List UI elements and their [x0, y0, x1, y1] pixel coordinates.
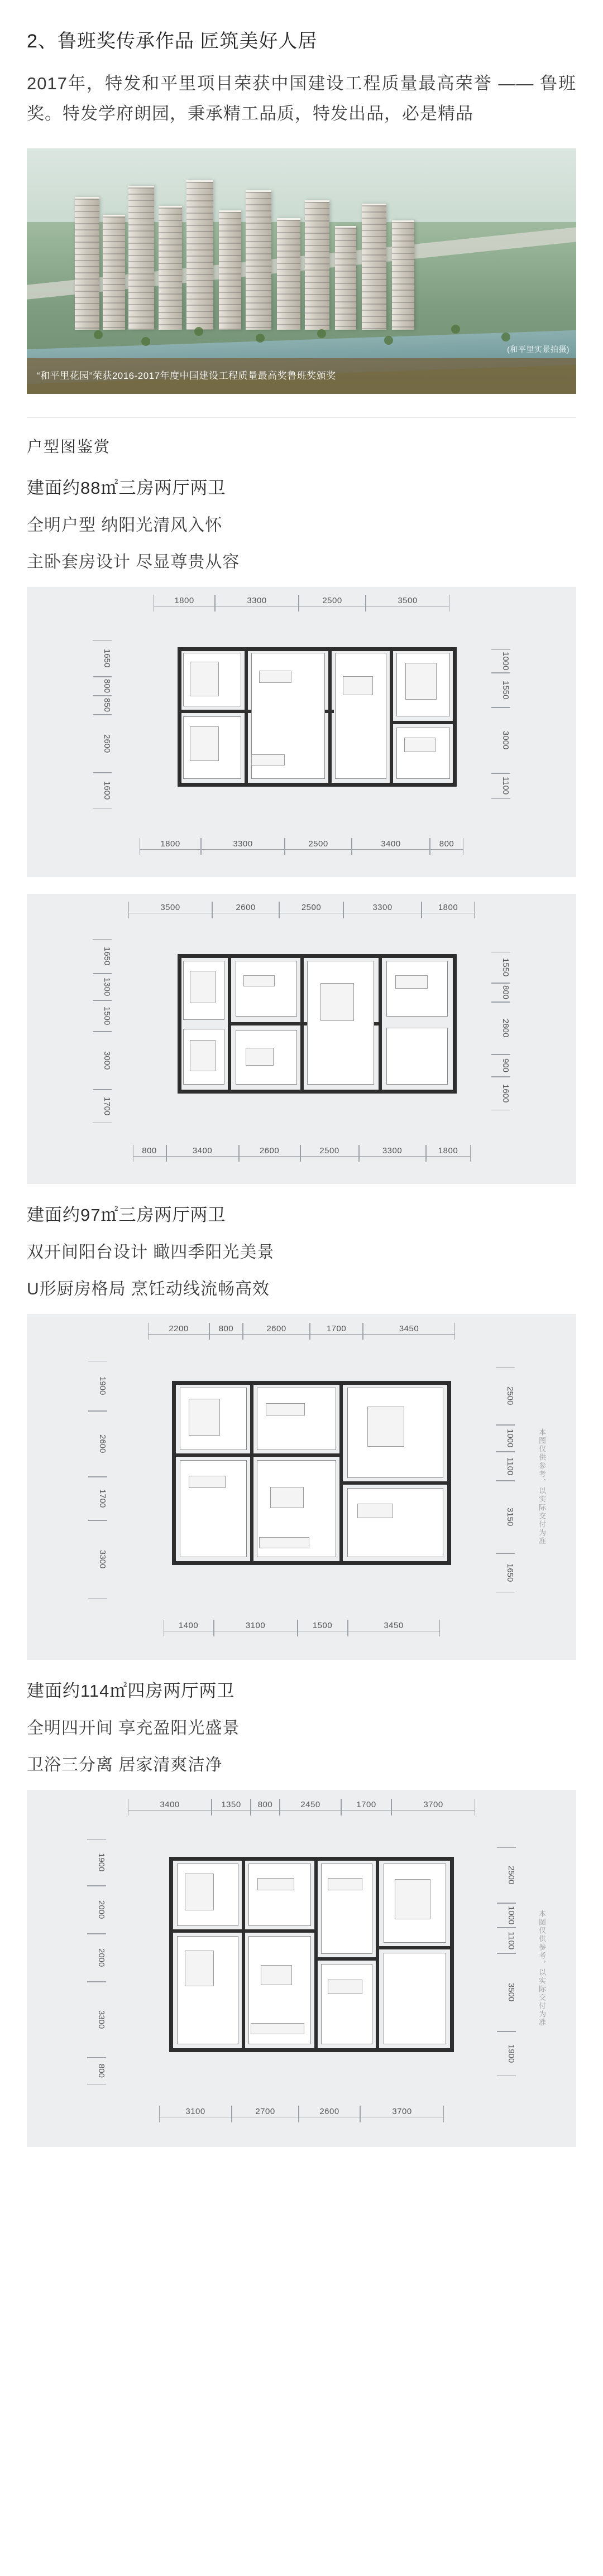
dimension-row-bottom [27, 1145, 576, 1162]
wall [169, 1857, 173, 2052]
dimension-value: 1900 [497, 2031, 516, 2076]
dimension-row-top [27, 1799, 576, 1816]
room-living [257, 1388, 336, 1450]
furniture-desk [189, 1476, 226, 1488]
dimension-row-bottom [27, 838, 576, 855]
room-bathroom [347, 1488, 443, 1557]
wall [178, 1090, 457, 1094]
dimension-value: 3000 [93, 1032, 112, 1090]
wall [343, 1481, 451, 1485]
wall [379, 1946, 451, 1949]
furniture-sofa [257, 1878, 294, 1890]
plan-feature-88-1: 全明户型 纳阳光清风入怀 [27, 516, 223, 535]
photo-tower [186, 180, 213, 330]
dimension-value: 3450 [348, 1620, 440, 1636]
dimension-row-bottom [27, 2106, 576, 2122]
wall [314, 1857, 318, 2052]
photo-tree [501, 333, 510, 341]
wall [376, 1857, 379, 2052]
dimension-value: 1650 [93, 640, 112, 677]
dimension-value: 1650 [93, 939, 112, 974]
wall [172, 1381, 451, 1385]
furniture-bed [367, 1407, 404, 1447]
plan-heading-88: 建面约88㎡三房两厅两卫 [27, 478, 226, 498]
photo-tower [103, 215, 125, 330]
furniture-bed [190, 726, 219, 761]
gallery-title: 户型图鉴赏 [27, 437, 111, 455]
dimension-value: 1350 [212, 1799, 251, 1816]
dimension-value: 1000 [497, 1903, 516, 1928]
dimension-value: 1500 [298, 1620, 348, 1636]
dimension-value: 800 [209, 1323, 243, 1340]
wall [173, 1929, 314, 1933]
furniture-bed [190, 662, 219, 696]
dimension-value: 800 [93, 677, 112, 696]
dimension-value: 3300 [201, 838, 285, 855]
dimension-value: 2600 [299, 2106, 360, 2122]
furniture-bed [185, 1951, 214, 1986]
dimension-value: 1000 [491, 649, 510, 673]
plan-feature-97-1: 双开间阳台设计 瞰四季阳光美景 [27, 1243, 275, 1261]
photo-tower [219, 210, 241, 330]
room-bedroom-master [307, 961, 374, 1085]
plan-watermark: 本图仅供参考，以实际交付为准 [538, 1428, 546, 1545]
dimension-value: 850 [93, 696, 112, 715]
dimension-value: 1700 [93, 1090, 112, 1123]
dimension-value: 3300 [359, 1145, 426, 1162]
dimension-value: 2800 [491, 1002, 510, 1055]
wall [318, 1957, 379, 1961]
photo-tree [141, 337, 150, 346]
wall [453, 954, 457, 1094]
dimension-value: 1100 [491, 773, 510, 799]
dimension-row-top [27, 595, 576, 612]
photo-tree [384, 336, 393, 345]
furniture-bed [190, 1040, 216, 1071]
wall [328, 647, 332, 787]
photo-tower [246, 190, 271, 330]
room-bathroom [386, 961, 448, 1017]
dimension-value: 3450 [363, 1323, 455, 1340]
dimension-value: 1800 [154, 595, 215, 612]
wall [245, 647, 248, 787]
wall [453, 647, 457, 787]
dimension-row-bottom [27, 1620, 576, 1636]
plan-feature-114-2: 卫浴三分离 居家清爽洁净 [27, 1755, 223, 1774]
dimension-value: 900 [491, 1055, 510, 1077]
furniture-kitchen-counter [251, 2023, 304, 2034]
room-study [180, 1460, 247, 1557]
furniture-bed [185, 1874, 214, 1910]
floorplan-drawing [161, 637, 485, 805]
dimension-value: 2500 [496, 1367, 515, 1425]
wall [172, 1561, 451, 1565]
photo-tower [159, 206, 182, 330]
wall [450, 1857, 454, 2052]
dimension-col-right [491, 622, 510, 827]
photo-tree [94, 330, 103, 339]
floorplan-drawing [152, 1846, 493, 2074]
dimension-value: 1800 [426, 1145, 471, 1162]
dimension-value: 3400 [128, 1799, 212, 1816]
wall [390, 721, 457, 724]
intro-paragraph: 2017年，特发和平里项目荣获中国建设工程质量最高荣誉 —— 鲁班奖。特发学府朗园，秉承精工品质，特发出品，必是精品 [27, 74, 576, 124]
dimension-value: 3300 [215, 595, 299, 612]
dimension-value: 2500 [285, 838, 352, 855]
photo-tower [335, 226, 356, 330]
photo-tree [317, 329, 326, 338]
dimension-value: 1700 [310, 1323, 363, 1340]
furniture-bed [189, 1399, 220, 1436]
plan-heading-97: 建面约97㎡三房两厅两卫 [27, 1205, 226, 1225]
furniture-kitchen-counter [251, 754, 285, 765]
dimension-value: 2500 [299, 595, 366, 612]
photo-tower [128, 186, 154, 330]
wall [169, 2048, 454, 2052]
dimension-value: 2500 [497, 1847, 516, 1903]
floorplan-drawing [161, 944, 485, 1111]
dimension-value: 3400 [166, 1145, 239, 1162]
dimension-row-top [27, 1323, 576, 1340]
dimension-value: 3100 [214, 1620, 298, 1636]
dimension-value: 3300 [87, 1982, 106, 2058]
plan-feature-114-1: 全明四开间 享充盈阳光盛景 [27, 1718, 240, 1737]
dimension-value: 2600 [212, 902, 279, 918]
plan-feature-97-2: U形厨房格局 烹饪动线流畅高效 [27, 1279, 270, 1298]
furniture-bed [405, 663, 437, 700]
dimension-col-left [88, 1353, 107, 1607]
room-balcony [386, 1028, 448, 1085]
dimension-value: 2000 [87, 1934, 106, 1982]
dimension-value: 3500 [128, 902, 212, 918]
dimension-value: 3700 [391, 1799, 475, 1816]
photo-tree [256, 334, 265, 343]
wall [250, 1381, 253, 1565]
wall [178, 783, 457, 787]
dimension-value: 1600 [93, 773, 112, 808]
dimension-row-top [27, 902, 576, 918]
furniture-bathtub [404, 738, 436, 752]
wall [178, 954, 181, 1094]
dimension-value: 1700 [341, 1799, 391, 1816]
dimension-value: 2000 [87, 1886, 106, 1934]
furniture-table [270, 1487, 304, 1508]
dimension-value: 1650 [496, 1553, 515, 1592]
plan-watermark: 本图仅供参考，以实际交付为准 [538, 1909, 546, 2027]
dimension-value: 800 [491, 983, 510, 1002]
furniture-bathtub [328, 1980, 362, 1994]
furniture-sofa [243, 975, 275, 986]
dimension-value: 3400 [352, 838, 430, 855]
wall [178, 647, 181, 787]
wall [339, 1381, 343, 1565]
dimension-value: 1600 [491, 1077, 510, 1110]
room-bathroom [396, 728, 450, 779]
dimension-value: 2600 [243, 1323, 310, 1340]
dimension-value: 1100 [497, 1928, 516, 1953]
floorplan-card-88-b[interactable] [27, 894, 576, 1184]
plan-heading-114: 建面约114㎡四房两厅两卫 [27, 1681, 235, 1701]
dimension-value: 1400 [164, 1620, 214, 1636]
dimension-col-right [497, 1830, 516, 2094]
dimension-value: 1300 [93, 974, 112, 1000]
room-living [248, 1864, 311, 1926]
hero-credit: (和平里实景拍摄) [507, 344, 570, 354]
dimension-col-right [496, 1353, 515, 1607]
dimension-value: 2500 [300, 1145, 359, 1162]
photo-tower [392, 220, 414, 330]
room-balcony [384, 1953, 446, 2044]
room-bathroom [321, 1964, 372, 2044]
furniture-table [261, 1965, 292, 1985]
floorplan-card-97[interactable] [27, 1314, 576, 1660]
dimension-value: 1550 [491, 673, 510, 707]
dimension-value: 3500 [497, 1953, 516, 2031]
wall [447, 1381, 451, 1565]
dimension-value: 3300 [343, 902, 422, 918]
floorplan-card-114[interactable] [27, 1790, 576, 2147]
dimension-value: 1800 [140, 838, 201, 855]
dimension-value: 3700 [360, 2106, 444, 2122]
dimension-value: 1900 [87, 1839, 106, 1886]
dimension-value: 3150 [496, 1481, 515, 1553]
photo-tree [194, 327, 203, 336]
floorplan-card-88[interactable] [27, 587, 576, 877]
furniture-bed [190, 971, 216, 1003]
wall [169, 1857, 454, 1861]
dimension-value: 1900 [88, 1361, 107, 1411]
dimension-value: 2600 [93, 715, 112, 773]
furniture-desk [328, 1878, 362, 1890]
room-living [236, 961, 297, 1017]
furniture-table [343, 676, 373, 695]
dimension-value: 2450 [280, 1799, 341, 1816]
furniture-bed [395, 1879, 430, 1919]
dimension-value: 2600 [88, 1411, 107, 1477]
wall [178, 647, 457, 651]
dimension-value: 1550 [491, 952, 510, 983]
wall [390, 647, 393, 787]
room-study [321, 1864, 372, 1954]
floorplan-drawing [155, 1370, 490, 1587]
wall [178, 954, 457, 958]
photo-tower [277, 218, 300, 330]
dimension-col-left [93, 928, 112, 1134]
dimension-value: 3300 [88, 1520, 107, 1598]
furniture-sofa [266, 1403, 305, 1415]
photo-tower [305, 200, 329, 330]
plan-feature-88-2: 主卧套房设计 尽显尊贵从容 [27, 552, 240, 571]
dimension-value: 1000 [496, 1425, 515, 1452]
dimension-value: 800 [430, 838, 463, 855]
dimension-value: 1800 [422, 902, 475, 918]
wall [379, 954, 382, 1094]
page-title: 2、鲁班奖传承作品 匠筑美好人居 [27, 31, 318, 52]
dimension-value: 800 [133, 1145, 166, 1162]
dimension-value: 1500 [93, 1000, 112, 1032]
dimension-value: 2600 [239, 1145, 300, 1162]
photo-tree [451, 325, 460, 334]
hero-caption: “和平里花园”荣获2016-2017年度中国建设工程质量最高奖鲁班奖颁奖 [27, 358, 576, 394]
furniture-sofa [259, 671, 291, 683]
dimension-value: 1100 [496, 1452, 515, 1481]
dimension-value: 1700 [88, 1477, 107, 1520]
dimension-value: 2500 [279, 902, 343, 918]
dimension-value: 3000 [491, 707, 510, 773]
hero-aerial-photo [27, 148, 576, 394]
furniture-kitchen-counter [259, 1537, 309, 1548]
gallery-section [27, 417, 576, 457]
dimension-col-left [87, 1830, 106, 2094]
wall [242, 1857, 245, 2052]
dimension-col-left [93, 622, 112, 827]
wall [172, 1381, 176, 1565]
dimension-col-right [491, 928, 510, 1134]
dimension-value: 3100 [159, 2106, 232, 2122]
furniture-bathtub [357, 1504, 393, 1518]
furniture-bed [320, 983, 354, 1021]
dimension-value: 3500 [366, 595, 449, 612]
wall [175, 1453, 339, 1457]
dimension-value: 2200 [148, 1323, 209, 1340]
dimension-value: 2700 [232, 2106, 299, 2122]
room-dining [335, 653, 386, 779]
dimension-value: 800 [87, 2058, 106, 2084]
dimension-value: 800 [251, 1799, 280, 1816]
furniture-bathtub [395, 975, 428, 989]
photo-tower [75, 197, 99, 330]
furniture-table [246, 1048, 274, 1066]
photo-tower [362, 204, 386, 330]
